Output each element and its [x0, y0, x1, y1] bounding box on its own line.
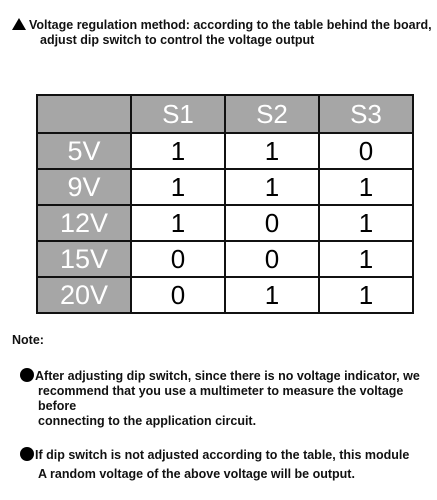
table-corner-cell [37, 95, 131, 133]
table-row [37, 277, 413, 313]
table-cell: 1 [225, 277, 319, 313]
table-cell: 1 [319, 169, 413, 205]
table-cell: 1 [319, 205, 413, 241]
table-cell: 1 [131, 205, 225, 241]
table-header-row [37, 95, 413, 133]
dip-switch-voltage-table [36, 94, 414, 314]
column-header-s1: S1 [131, 95, 225, 133]
para2-line-2: A random voltage of the above voltage will be output. [38, 467, 355, 481]
table-cell: 1 [131, 133, 225, 169]
table-row [37, 241, 413, 277]
instruction-header [12, 18, 432, 48]
row-header-voltage: 9V [37, 169, 131, 205]
bullet-icon [20, 447, 34, 461]
row-header-voltage: 5V [37, 133, 131, 169]
note-paragraph-random-voltage [20, 446, 430, 484]
table-cell: 0 [225, 241, 319, 277]
note-paragraph-multimeter [20, 368, 430, 429]
header-line-1: Voltage regulation method: according to the table behind the board, [29, 18, 432, 32]
bullet-icon [20, 368, 34, 382]
table-cell: 0 [319, 133, 413, 169]
table-row [37, 133, 413, 169]
table-cell: 1 [319, 241, 413, 277]
table-cell: 1 [319, 277, 413, 313]
row-header-voltage: 12V [37, 205, 131, 241]
table-row [37, 205, 413, 241]
triangle-icon [12, 18, 26, 30]
para2-line-1: If dip switch is not adjusted according to the table, this module [35, 448, 410, 462]
table-cell: 1 [225, 169, 319, 205]
table-cell: 0 [131, 241, 225, 277]
note-title: Note: [12, 333, 44, 347]
row-header-voltage: 20V [37, 277, 131, 313]
table-cell: 0 [131, 277, 225, 313]
table-cell: 1 [225, 133, 319, 169]
column-header-s2: S2 [225, 95, 319, 133]
para1-line-3: connecting to the application circuit. [38, 414, 257, 428]
header-line-2: adjust dip switch to control the voltage output [40, 33, 315, 47]
column-header-s3: S3 [319, 95, 413, 133]
para1-line-1: After adjusting dip switch, since there is no voltage indicator, we [35, 369, 420, 383]
table-cell: 0 [225, 205, 319, 241]
table-cell: 1 [131, 169, 225, 205]
table-row [37, 169, 413, 205]
para1-line-2: recommend that you use a multimeter to measure the voltage before [38, 384, 404, 413]
row-header-voltage: 15V [37, 241, 131, 277]
